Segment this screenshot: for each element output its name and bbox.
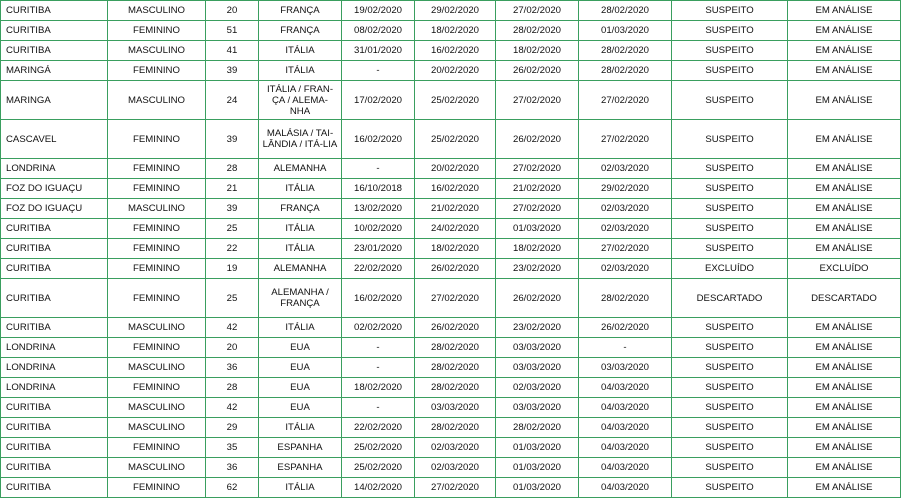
status-cell: EM ANÁLISE	[788, 418, 901, 438]
classification-cell: SUSPEITO	[672, 61, 788, 81]
collection-date-cell: 26/02/2020	[579, 318, 672, 338]
sex-cell: FEMININO	[108, 61, 206, 81]
table-row	[1, 398, 901, 418]
symptoms-date-cell: 03/03/2020	[415, 398, 496, 418]
travel-country-cell: ITÁLIA	[259, 61, 342, 81]
sex-cell: MASCULINO	[108, 41, 206, 61]
collection-date-cell: 27/02/2020	[579, 81, 672, 120]
age-cell: 22	[206, 239, 259, 259]
collection-date-cell: 28/02/2020	[579, 1, 672, 21]
notification-date-cell: 02/03/2020	[496, 378, 579, 398]
sex-cell: FEMININO	[108, 378, 206, 398]
return-date-cell: -	[342, 159, 415, 179]
travel-country-cell: ALEMANHA / FRANÇA	[259, 279, 342, 318]
classification-cell: EXCLUÍDO	[672, 259, 788, 279]
city-cell: CASCAVEL	[1, 120, 108, 159]
travel-country-cell: ITÁLIA	[259, 418, 342, 438]
age-cell: 62	[206, 478, 259, 498]
collection-date-cell: 04/03/2020	[579, 478, 672, 498]
notification-date-cell: 01/03/2020	[496, 458, 579, 478]
return-date-cell: 13/02/2020	[342, 199, 415, 219]
notification-date-cell: 03/03/2020	[496, 338, 579, 358]
status-cell: EM ANÁLISE	[788, 199, 901, 219]
classification-cell: SUSPEITO	[672, 478, 788, 498]
symptoms-date-cell: 16/02/2020	[415, 41, 496, 61]
city-cell: CURITIBA	[1, 41, 108, 61]
return-date-cell: -	[342, 61, 415, 81]
sex-cell: FEMININO	[108, 120, 206, 159]
status-cell: EM ANÁLISE	[788, 81, 901, 120]
collection-date-cell: 04/03/2020	[579, 378, 672, 398]
classification-cell: SUSPEITO	[672, 159, 788, 179]
classification-cell: SUSPEITO	[672, 239, 788, 259]
symptoms-date-cell: 28/02/2020	[415, 418, 496, 438]
city-cell: FOZ DO IGUAÇU	[1, 179, 108, 199]
status-cell: EM ANÁLISE	[788, 358, 901, 378]
symptoms-date-cell: 27/02/2020	[415, 279, 496, 318]
travel-country-cell: EUA	[259, 358, 342, 378]
city-cell: CURITIBA	[1, 219, 108, 239]
classification-cell: SUSPEITO	[672, 378, 788, 398]
return-date-cell: 22/02/2020	[342, 418, 415, 438]
return-date-cell: 19/02/2020	[342, 1, 415, 21]
classification-cell: SUSPEITO	[672, 1, 788, 21]
city-cell: CURITIBA	[1, 279, 108, 318]
table-row	[1, 120, 901, 159]
notification-date-cell: 28/02/2020	[496, 418, 579, 438]
table-row	[1, 358, 901, 378]
notification-date-cell: 01/03/2020	[496, 478, 579, 498]
table-row	[1, 81, 901, 120]
sex-cell: MASCULINO	[108, 418, 206, 438]
return-date-cell: 25/02/2020	[342, 438, 415, 458]
city-cell: CURITIBA	[1, 259, 108, 279]
status-cell: EXCLUÍDO	[788, 259, 901, 279]
collection-date-cell: 28/02/2020	[579, 61, 672, 81]
status-cell: EM ANÁLISE	[788, 179, 901, 199]
age-cell: 25	[206, 279, 259, 318]
notification-date-cell: 26/02/2020	[496, 279, 579, 318]
classification-cell: SUSPEITO	[672, 338, 788, 358]
travel-country-cell: ALEMANHA	[259, 159, 342, 179]
notification-date-cell: 03/03/2020	[496, 358, 579, 378]
status-cell: EM ANÁLISE	[788, 61, 901, 81]
table-row	[1, 41, 901, 61]
symptoms-date-cell: 21/02/2020	[415, 199, 496, 219]
status-cell: DESCARTADO	[788, 279, 901, 318]
symptoms-date-cell: 27/02/2020	[415, 478, 496, 498]
collection-date-cell: 28/02/2020	[579, 41, 672, 61]
return-date-cell: 16/02/2020	[342, 279, 415, 318]
notification-date-cell: 26/02/2020	[496, 120, 579, 159]
sex-cell: FEMININO	[108, 179, 206, 199]
age-cell: 28	[206, 159, 259, 179]
age-cell: 36	[206, 358, 259, 378]
notification-date-cell: 27/02/2020	[496, 199, 579, 219]
return-date-cell: -	[342, 338, 415, 358]
collection-date-cell: 04/03/2020	[579, 438, 672, 458]
return-date-cell: 10/02/2020	[342, 219, 415, 239]
notification-date-cell: 27/02/2020	[496, 81, 579, 120]
city-cell: CURITIBA	[1, 21, 108, 41]
collection-date-cell: 02/03/2020	[579, 199, 672, 219]
collection-date-cell: 02/03/2020	[579, 259, 672, 279]
collection-date-cell: 29/02/2020	[579, 179, 672, 199]
travel-country-cell: FRANÇA	[259, 199, 342, 219]
city-cell: FOZ DO IGUAÇU	[1, 199, 108, 219]
table-row	[1, 1, 901, 21]
travel-country-cell: ITÁLIA	[259, 179, 342, 199]
table-row	[1, 61, 901, 81]
status-cell: EM ANÁLISE	[788, 478, 901, 498]
return-date-cell: 16/02/2020	[342, 120, 415, 159]
city-cell: CURITIBA	[1, 418, 108, 438]
collection-date-cell: 27/02/2020	[579, 239, 672, 259]
travel-country-cell: ITÁLIA	[259, 318, 342, 338]
table-row	[1, 418, 901, 438]
return-date-cell: 23/01/2020	[342, 239, 415, 259]
classification-cell: SUSPEITO	[672, 458, 788, 478]
return-date-cell: 31/01/2020	[342, 41, 415, 61]
symptoms-date-cell: 20/02/2020	[415, 61, 496, 81]
sex-cell: MASCULINO	[108, 358, 206, 378]
collection-date-cell: 04/03/2020	[579, 418, 672, 438]
return-date-cell: 18/02/2020	[342, 378, 415, 398]
table-row	[1, 159, 901, 179]
sex-cell: MASCULINO	[108, 398, 206, 418]
notification-date-cell: 03/03/2020	[496, 398, 579, 418]
return-date-cell: 25/02/2020	[342, 458, 415, 478]
symptoms-date-cell: 02/03/2020	[415, 438, 496, 458]
sex-cell: MASCULINO	[108, 1, 206, 21]
age-cell: 21	[206, 179, 259, 199]
collection-date-cell: 04/03/2020	[579, 398, 672, 418]
travel-country-cell: ALEMANHA	[259, 259, 342, 279]
table-row	[1, 239, 901, 259]
classification-cell: SUSPEITO	[672, 21, 788, 41]
return-date-cell: 22/02/2020	[342, 259, 415, 279]
classification-cell: SUSPEITO	[672, 120, 788, 159]
sex-cell: MASCULINO	[108, 199, 206, 219]
city-cell: CURITIBA	[1, 438, 108, 458]
collection-date-cell: 04/03/2020	[579, 458, 672, 478]
table-row	[1, 259, 901, 279]
sex-cell: FEMININO	[108, 279, 206, 318]
age-cell: 51	[206, 21, 259, 41]
status-cell: EM ANÁLISE	[788, 21, 901, 41]
city-cell: CURITIBA	[1, 478, 108, 498]
symptoms-date-cell: 28/02/2020	[415, 378, 496, 398]
collection-date-cell: 02/03/2020	[579, 159, 672, 179]
age-cell: 24	[206, 81, 259, 120]
classification-cell: SUSPEITO	[672, 358, 788, 378]
return-date-cell: 17/02/2020	[342, 81, 415, 120]
return-date-cell: 16/10/2018	[342, 179, 415, 199]
city-cell: LONDRINA	[1, 338, 108, 358]
travel-country-cell: EUA	[259, 338, 342, 358]
sex-cell: FEMININO	[108, 438, 206, 458]
table-row	[1, 378, 901, 398]
classification-cell: DESCARTADO	[672, 279, 788, 318]
symptoms-date-cell: 25/02/2020	[415, 81, 496, 120]
symptoms-date-cell: 26/02/2020	[415, 318, 496, 338]
return-date-cell: -	[342, 398, 415, 418]
symptoms-date-cell: 16/02/2020	[415, 179, 496, 199]
travel-country-cell: FRANÇA	[259, 21, 342, 41]
sex-cell: FEMININO	[108, 219, 206, 239]
city-cell: CURITIBA	[1, 318, 108, 338]
collection-date-cell: -	[579, 338, 672, 358]
collection-date-cell: 02/03/2020	[579, 219, 672, 239]
city-cell: MARINGA	[1, 81, 108, 120]
return-date-cell: 02/02/2020	[342, 318, 415, 338]
status-cell: EM ANÁLISE	[788, 219, 901, 239]
table-row	[1, 219, 901, 239]
status-cell: EM ANÁLISE	[788, 318, 901, 338]
city-cell: CURITIBA	[1, 239, 108, 259]
table-row	[1, 338, 901, 358]
table-row	[1, 478, 901, 498]
notification-date-cell: 21/02/2020	[496, 179, 579, 199]
travel-country-cell: ITÁLIA	[259, 41, 342, 61]
city-cell: LONDRINA	[1, 358, 108, 378]
collection-date-cell: 28/02/2020	[579, 279, 672, 318]
age-cell: 25	[206, 219, 259, 239]
city-cell: MARINGÁ	[1, 61, 108, 81]
age-cell: 20	[206, 338, 259, 358]
classification-cell: SUSPEITO	[672, 398, 788, 418]
travel-country-cell: EUA	[259, 398, 342, 418]
table-row	[1, 179, 901, 199]
return-date-cell: 14/02/2020	[342, 478, 415, 498]
notification-date-cell: 01/03/2020	[496, 438, 579, 458]
return-date-cell: -	[342, 358, 415, 378]
age-cell: 35	[206, 438, 259, 458]
status-cell: EM ANÁLISE	[788, 398, 901, 418]
symptoms-date-cell: 24/02/2020	[415, 219, 496, 239]
age-cell: 42	[206, 398, 259, 418]
collection-date-cell: 01/03/2020	[579, 21, 672, 41]
status-cell: EM ANÁLISE	[788, 458, 901, 478]
status-cell: EM ANÁLISE	[788, 239, 901, 259]
collection-date-cell: 03/03/2020	[579, 358, 672, 378]
city-cell: CURITIBA	[1, 458, 108, 478]
classification-cell: SUSPEITO	[672, 81, 788, 120]
symptoms-date-cell: 02/03/2020	[415, 458, 496, 478]
city-cell: CURITIBA	[1, 398, 108, 418]
classification-cell: SUSPEITO	[672, 418, 788, 438]
travel-country-cell: ITÁLIA	[259, 478, 342, 498]
travel-country-cell: ESPANHA	[259, 458, 342, 478]
symptoms-date-cell: 18/02/2020	[415, 239, 496, 259]
collection-date-cell: 27/02/2020	[579, 120, 672, 159]
travel-country-cell: MALÁSIA / TAI-LÂNDIA / ITÁ-LIA	[259, 120, 342, 159]
symptoms-date-cell: 26/02/2020	[415, 259, 496, 279]
travel-country-cell: ITÁLIA / FRAN-ÇA / ALEMA-NHA	[259, 81, 342, 120]
classification-cell: SUSPEITO	[672, 219, 788, 239]
notification-date-cell: 18/02/2020	[496, 239, 579, 259]
age-cell: 39	[206, 120, 259, 159]
age-cell: 28	[206, 378, 259, 398]
notification-date-cell: 23/02/2020	[496, 259, 579, 279]
notification-date-cell: 27/02/2020	[496, 1, 579, 21]
sex-cell: MASCULINO	[108, 318, 206, 338]
notification-date-cell: 27/02/2020	[496, 159, 579, 179]
age-cell: 36	[206, 458, 259, 478]
sex-cell: FEMININO	[108, 21, 206, 41]
notification-date-cell: 01/03/2020	[496, 219, 579, 239]
sex-cell: MASCULINO	[108, 458, 206, 478]
travel-country-cell: ITÁLIA	[259, 219, 342, 239]
status-cell: EM ANÁLISE	[788, 438, 901, 458]
travel-country-cell: ESPANHA	[259, 438, 342, 458]
symptoms-date-cell: 18/02/2020	[415, 21, 496, 41]
notification-date-cell: 26/02/2020	[496, 61, 579, 81]
status-cell: EM ANÁLISE	[788, 338, 901, 358]
symptoms-date-cell: 20/02/2020	[415, 159, 496, 179]
table-row	[1, 21, 901, 41]
symptoms-date-cell: 25/02/2020	[415, 120, 496, 159]
travel-country-cell: EUA	[259, 378, 342, 398]
status-cell: EM ANÁLISE	[788, 41, 901, 61]
symptoms-date-cell: 29/02/2020	[415, 1, 496, 21]
sex-cell: MASCULINO	[108, 81, 206, 120]
table-body	[1, 1, 901, 498]
table-row	[1, 438, 901, 458]
table-row	[1, 199, 901, 219]
return-date-cell: 08/02/2020	[342, 21, 415, 41]
age-cell: 42	[206, 318, 259, 338]
status-cell: EM ANÁLISE	[788, 159, 901, 179]
travel-country-cell: ITÁLIA	[259, 239, 342, 259]
age-cell: 41	[206, 41, 259, 61]
table-row	[1, 318, 901, 338]
age-cell: 29	[206, 418, 259, 438]
status-cell: EM ANÁLISE	[788, 120, 901, 159]
city-cell: LONDRINA	[1, 378, 108, 398]
city-cell: LONDRINA	[1, 159, 108, 179]
sex-cell: FEMININO	[108, 159, 206, 179]
age-cell: 20	[206, 1, 259, 21]
city-cell: CURITIBA	[1, 1, 108, 21]
age-cell: 19	[206, 259, 259, 279]
sex-cell: FEMININO	[108, 239, 206, 259]
notification-date-cell: 23/02/2020	[496, 318, 579, 338]
age-cell: 39	[206, 61, 259, 81]
sex-cell: FEMININO	[108, 259, 206, 279]
classification-cell: SUSPEITO	[672, 199, 788, 219]
classification-cell: SUSPEITO	[672, 179, 788, 199]
status-cell: EM ANÁLISE	[788, 378, 901, 398]
sex-cell: FEMININO	[108, 338, 206, 358]
classification-cell: SUSPEITO	[672, 438, 788, 458]
notification-date-cell: 18/02/2020	[496, 41, 579, 61]
classification-cell: SUSPEITO	[672, 318, 788, 338]
symptoms-date-cell: 28/02/2020	[415, 358, 496, 378]
classification-cell: SUSPEITO	[672, 41, 788, 61]
sex-cell: FEMININO	[108, 478, 206, 498]
notification-date-cell: 28/02/2020	[496, 21, 579, 41]
table-row	[1, 458, 901, 478]
travel-country-cell: FRANÇA	[259, 1, 342, 21]
symptoms-date-cell: 28/02/2020	[415, 338, 496, 358]
table-row	[1, 279, 901, 318]
status-cell: EM ANÁLISE	[788, 1, 901, 21]
age-cell: 39	[206, 199, 259, 219]
